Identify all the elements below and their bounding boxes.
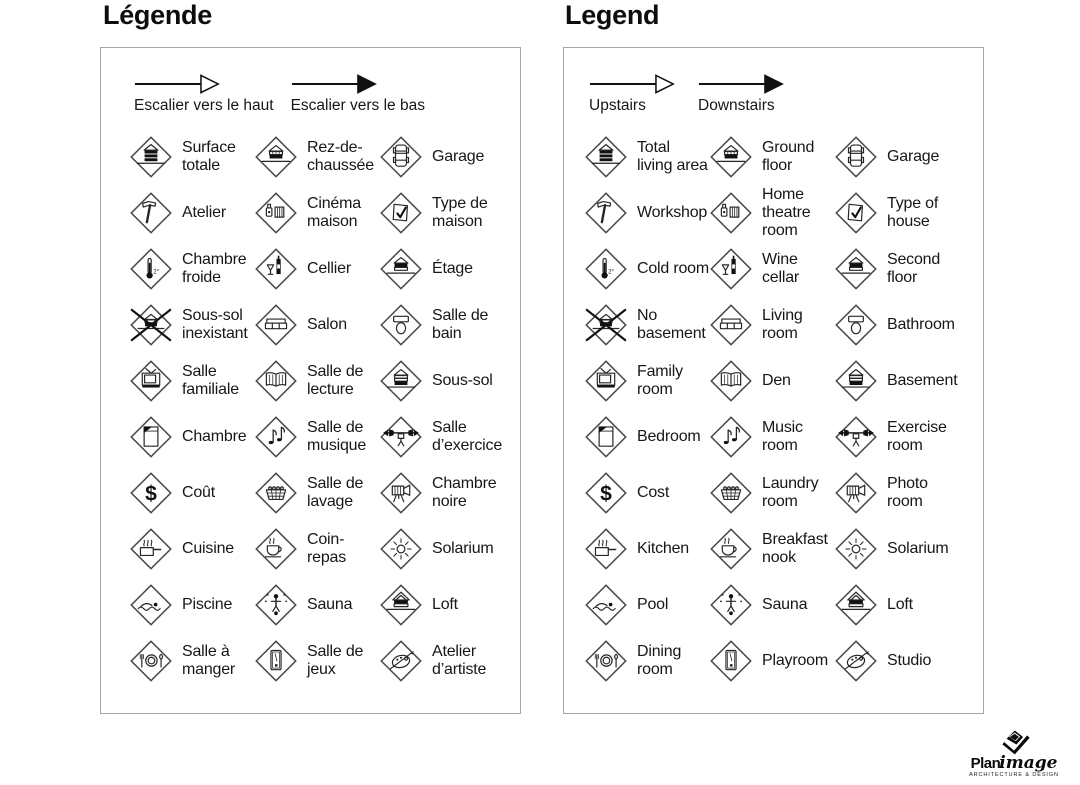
legend-item-label: Salle à manger bbox=[182, 643, 236, 678]
garage-icon bbox=[834, 135, 878, 179]
downstairs-legend-fr bbox=[291, 72, 425, 115]
music-room-icon bbox=[254, 415, 298, 459]
legend-item-label: Studio bbox=[887, 652, 932, 669]
legend-item-label: Cold room bbox=[637, 260, 710, 277]
breakfast-nook-icon bbox=[709, 527, 753, 571]
total-living-area-icon bbox=[129, 135, 173, 179]
downstairs-arrow-icon bbox=[291, 72, 379, 96]
legend-item-label: Salle d’exercice bbox=[432, 419, 503, 454]
legend-item-label: Total living area bbox=[637, 139, 708, 174]
type-of-house-icon bbox=[379, 191, 423, 235]
wine-cellar-icon bbox=[709, 247, 753, 291]
legend-item bbox=[129, 185, 254, 241]
legend-item-label: Salle de lavage bbox=[307, 475, 364, 510]
loft-icon bbox=[834, 583, 878, 627]
sauna-icon bbox=[254, 583, 298, 627]
legend-panel-fr bbox=[100, 47, 521, 714]
den-icon bbox=[709, 359, 753, 403]
legend-item bbox=[254, 241, 379, 297]
family-room-icon bbox=[584, 359, 628, 403]
legend-item-label: No basement bbox=[637, 307, 706, 342]
legend-item bbox=[584, 241, 709, 297]
svg-text:2°: 2° bbox=[153, 269, 159, 276]
legend-item-label: Home theatre room bbox=[762, 186, 811, 239]
downstairs-arrow-icon bbox=[698, 72, 786, 96]
legend-item bbox=[709, 185, 834, 241]
legend-item bbox=[129, 465, 254, 521]
basement-icon bbox=[834, 359, 878, 403]
legend-item-label: Bedroom bbox=[637, 428, 701, 445]
solarium-icon bbox=[379, 527, 423, 571]
bathroom-icon bbox=[834, 303, 878, 347]
legend-item bbox=[379, 633, 504, 689]
upstairs-arrow-icon bbox=[134, 72, 222, 96]
sauna-icon bbox=[709, 583, 753, 627]
svg-text:$: $ bbox=[145, 482, 157, 506]
breakfast-nook-icon bbox=[254, 527, 298, 571]
legend-item-label: Music room bbox=[762, 419, 803, 454]
legend-item bbox=[584, 353, 709, 409]
legend-item-label: Cuisine bbox=[182, 540, 234, 557]
legend-item-label: Family room bbox=[637, 363, 683, 398]
playroom-icon bbox=[709, 639, 753, 683]
legend-item bbox=[379, 465, 504, 521]
legend-item-label: Cost bbox=[637, 484, 670, 501]
workshop-icon bbox=[129, 191, 173, 235]
legend-item bbox=[129, 521, 254, 577]
legend-item-label: Cellier bbox=[307, 260, 351, 277]
basement-icon bbox=[379, 359, 423, 403]
legend-item bbox=[834, 409, 959, 465]
legend-item-label: Sauna bbox=[762, 596, 808, 613]
legend-item-label: Coût bbox=[182, 484, 215, 501]
laundry-room-icon bbox=[254, 471, 298, 515]
bedroom-icon bbox=[584, 415, 628, 459]
downstairs-label: Downstairs bbox=[698, 97, 775, 114]
legend-item-label: Breakfast nook bbox=[762, 531, 828, 566]
dining-room-icon bbox=[584, 639, 628, 683]
planimage-logo-icon bbox=[997, 728, 1031, 756]
legend-item bbox=[709, 129, 834, 185]
ground-floor-icon bbox=[709, 135, 753, 179]
legend-item bbox=[254, 129, 379, 185]
legend-item-label: Salle de lecture bbox=[307, 363, 364, 398]
legend-item bbox=[584, 185, 709, 241]
playroom-icon bbox=[254, 639, 298, 683]
legend-item bbox=[379, 409, 504, 465]
legend-item-label: Kitchen bbox=[637, 540, 689, 557]
legend-item-label: Type de maison bbox=[432, 195, 488, 230]
legend-item bbox=[379, 129, 504, 185]
legend-item-label: Atelier bbox=[182, 204, 226, 221]
workshop-icon bbox=[584, 191, 628, 235]
studio-icon bbox=[379, 639, 423, 683]
legend-item-label: Exercise room bbox=[887, 419, 947, 454]
legend-item bbox=[584, 633, 709, 689]
legend-item bbox=[584, 297, 709, 353]
page-title-fr: Légende bbox=[103, 0, 212, 30]
wine-cellar-icon bbox=[254, 247, 298, 291]
legend-item-label: Garage bbox=[432, 148, 485, 165]
legend-item bbox=[379, 185, 504, 241]
legend-item bbox=[129, 633, 254, 689]
legend-item bbox=[709, 409, 834, 465]
music-room-icon bbox=[709, 415, 753, 459]
total-living-area-icon bbox=[584, 135, 628, 179]
legend-item bbox=[379, 353, 504, 409]
legend-item-label: Second floor bbox=[887, 251, 941, 286]
legend-item bbox=[584, 409, 709, 465]
legend-item-label: Sous-sol bbox=[432, 372, 493, 389]
upstairs-arrow-icon bbox=[589, 72, 677, 96]
legend-item-label: Sous-sol inexistant bbox=[182, 307, 248, 342]
legend-item-label: Salle de musique bbox=[307, 419, 367, 454]
legend-item bbox=[129, 297, 254, 353]
photo-room-icon bbox=[834, 471, 878, 515]
exercise-room-icon bbox=[379, 415, 423, 459]
planimage-logo-text bbox=[962, 753, 1066, 773]
legend-item bbox=[129, 129, 254, 185]
legend-item-label: Den bbox=[762, 372, 791, 389]
studio-icon bbox=[834, 639, 878, 683]
bedroom-icon bbox=[129, 415, 173, 459]
legend-item-label: Atelier d’artiste bbox=[432, 643, 487, 678]
legend-item-label: Ground floor bbox=[762, 139, 815, 174]
legend-item bbox=[834, 185, 959, 241]
pool-icon bbox=[129, 583, 173, 627]
living-room-icon bbox=[709, 303, 753, 347]
legend-item bbox=[254, 633, 379, 689]
legend-item bbox=[709, 297, 834, 353]
photo-room-icon bbox=[379, 471, 423, 515]
legend-item-label: Photo room bbox=[887, 475, 928, 510]
downstairs-label: Escalier vers le bas bbox=[290, 97, 425, 114]
home-theatre-icon bbox=[254, 191, 298, 235]
legend-item-label: Garage bbox=[887, 148, 940, 165]
legend-item-label: Pool bbox=[637, 596, 669, 613]
pool-icon bbox=[584, 583, 628, 627]
legend-item bbox=[709, 353, 834, 409]
legend-item bbox=[834, 241, 959, 297]
legend-item-label: Chambre froide bbox=[182, 251, 247, 286]
legend-item-label: Coin-repas bbox=[307, 531, 347, 566]
legend-item-label: Salon bbox=[307, 316, 347, 333]
legend-item bbox=[129, 409, 254, 465]
cold-room-icon bbox=[129, 247, 173, 291]
legend-item bbox=[254, 353, 379, 409]
legend-item bbox=[584, 465, 709, 521]
family-room-icon bbox=[129, 359, 173, 403]
ground-floor-icon bbox=[254, 135, 298, 179]
upstairs-legend-en bbox=[589, 72, 677, 115]
no-basement-icon bbox=[129, 303, 173, 347]
stairs-arrows-en bbox=[589, 72, 983, 115]
legend-item-label: Rez-de-chaussée bbox=[307, 139, 374, 174]
home-theatre-icon bbox=[709, 191, 753, 235]
legend-item-label: Dining room bbox=[637, 643, 682, 678]
upstairs-label: Upstairs bbox=[589, 97, 646, 114]
legend-item bbox=[709, 577, 834, 633]
legend-item bbox=[584, 129, 709, 185]
legend-item bbox=[834, 633, 959, 689]
legend-item bbox=[834, 129, 959, 185]
legend-item bbox=[834, 521, 959, 577]
legend-item bbox=[129, 241, 254, 297]
legend-item-label: Loft bbox=[432, 596, 458, 613]
downstairs-legend-en bbox=[698, 72, 786, 115]
planimage-logo bbox=[962, 728, 1066, 778]
legend-item bbox=[834, 353, 959, 409]
legend-item-label: Workshop bbox=[637, 204, 708, 221]
page-title-en: Legend bbox=[565, 0, 660, 30]
legend-item-label: Étage bbox=[432, 260, 473, 277]
legend-item bbox=[254, 521, 379, 577]
no-basement-icon bbox=[584, 303, 628, 347]
legend-item-label: Salle de jeux bbox=[307, 643, 364, 678]
legend-item bbox=[709, 521, 834, 577]
second-floor-icon bbox=[834, 247, 878, 291]
legend-item bbox=[709, 241, 834, 297]
kitchen-icon bbox=[129, 527, 173, 571]
legend-item bbox=[254, 297, 379, 353]
upstairs-label: Escalier vers le haut bbox=[134, 97, 274, 114]
logo-word-image: image bbox=[999, 753, 1058, 773]
legend-item bbox=[584, 521, 709, 577]
legend-item bbox=[129, 353, 254, 409]
legend-item-label: Laundry room bbox=[762, 475, 819, 510]
legend-item bbox=[834, 465, 959, 521]
exercise-room-icon bbox=[834, 415, 878, 459]
legend-item bbox=[709, 633, 834, 689]
legend-item bbox=[709, 465, 834, 521]
upstairs-legend-fr bbox=[134, 72, 274, 115]
legend-item-label: Chambre bbox=[182, 428, 247, 445]
loft-icon bbox=[379, 583, 423, 627]
legend-item-label: Salle familiale bbox=[182, 363, 239, 398]
legend-item bbox=[254, 409, 379, 465]
legend-grid-en bbox=[584, 129, 959, 689]
den-icon bbox=[254, 359, 298, 403]
bathroom-icon bbox=[379, 303, 423, 347]
legend-item bbox=[379, 577, 504, 633]
legend-item-label: Salle de bain bbox=[432, 307, 489, 342]
second-floor-icon bbox=[379, 247, 423, 291]
legend-item bbox=[254, 577, 379, 633]
legend-item-label: Living room bbox=[762, 307, 803, 342]
legend-item-label: Type of house bbox=[887, 195, 939, 230]
legend-item bbox=[379, 241, 504, 297]
solarium-icon bbox=[834, 527, 878, 571]
legend-item-label: Basement bbox=[887, 372, 958, 389]
cost-icon bbox=[584, 471, 628, 515]
living-room-icon bbox=[254, 303, 298, 347]
legend-item bbox=[129, 577, 254, 633]
stairs-arrows-fr bbox=[134, 72, 520, 115]
legend-item-label: Playroom bbox=[762, 652, 828, 669]
legend-item-label: Piscine bbox=[182, 596, 233, 613]
svg-text:2°: 2° bbox=[608, 269, 614, 276]
legend-item-label: Chambre noire bbox=[432, 475, 497, 510]
legend-item bbox=[254, 465, 379, 521]
legend-grid-fr bbox=[129, 129, 504, 689]
svg-text:$: $ bbox=[600, 482, 612, 506]
legend-item bbox=[584, 577, 709, 633]
kitchen-icon bbox=[584, 527, 628, 571]
legend-item-label: Bathroom bbox=[887, 316, 955, 333]
type-of-house-icon bbox=[834, 191, 878, 235]
legend-item bbox=[834, 297, 959, 353]
laundry-room-icon bbox=[709, 471, 753, 515]
legend-item-label: Solarium bbox=[887, 540, 949, 557]
legend-item-label: Loft bbox=[887, 596, 913, 613]
legend-item-label: Wine cellar bbox=[762, 251, 800, 286]
dining-room-icon bbox=[129, 639, 173, 683]
legend-item bbox=[379, 521, 504, 577]
legend-item-label: Sauna bbox=[307, 596, 353, 613]
cost-icon bbox=[129, 471, 173, 515]
cold-room-icon bbox=[584, 247, 628, 291]
legend-item-label: Surface totale bbox=[182, 139, 236, 174]
logo-tagline: ARCHITECTURE & DESIGN bbox=[969, 772, 1059, 778]
legend-panel-en bbox=[563, 47, 984, 714]
legend-item-label: Solarium bbox=[432, 540, 494, 557]
legend-item-label: Cinéma maison bbox=[307, 195, 361, 230]
legend-item bbox=[379, 297, 504, 353]
legend-item bbox=[254, 185, 379, 241]
garage-icon bbox=[379, 135, 423, 179]
legend-item bbox=[834, 577, 959, 633]
logo-word-plan: Plan bbox=[970, 755, 1001, 772]
